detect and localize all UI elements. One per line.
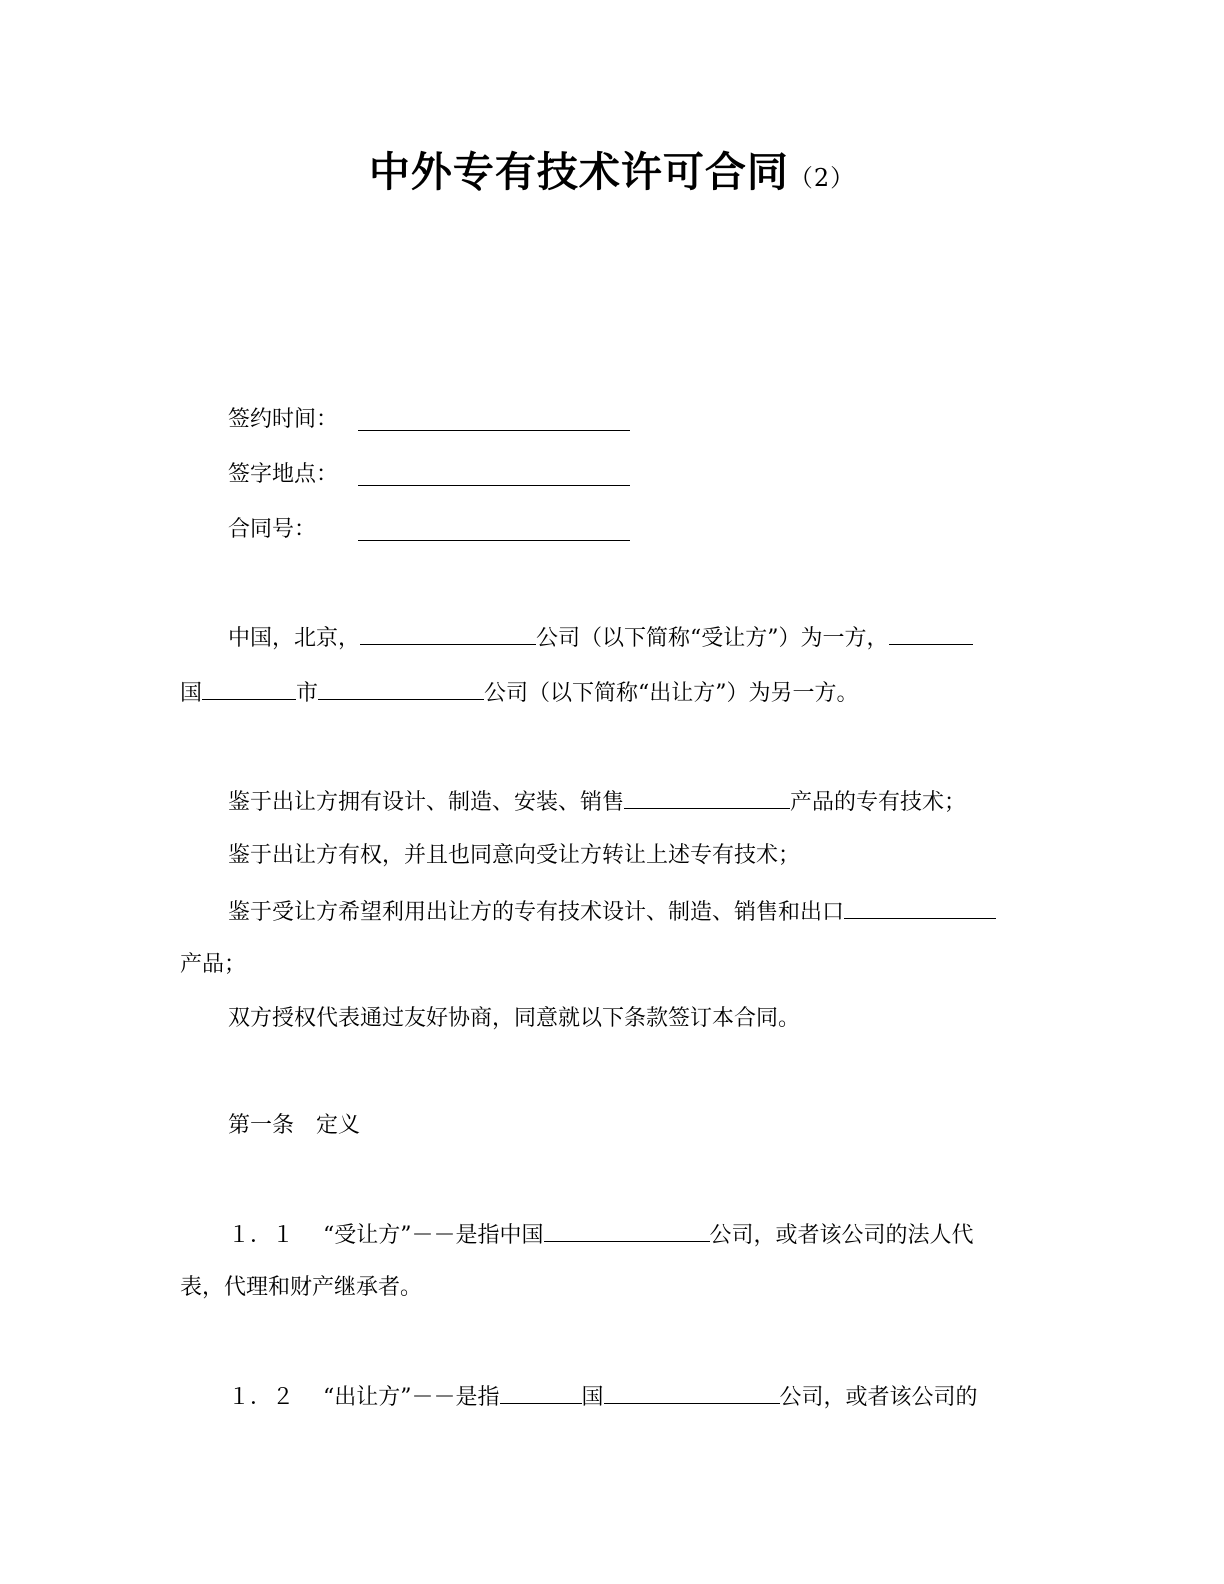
signing-place-label: 签字地点：	[228, 462, 339, 487]
contract-number-label: 合同号：	[228, 517, 317, 542]
signing-date-blank[interactable]	[358, 406, 630, 431]
clause-number: １．１	[228, 1223, 295, 1248]
recital-text: 鉴于受让方希望利用出让方的专有技术设计、制造、销售和出口	[228, 900, 845, 925]
recital-2: 鉴于出让方有权，并且也同意向受让方转让上述专有技术；	[228, 843, 801, 868]
clause-text: 公司，或者该公司的法人代	[709, 1223, 974, 1248]
licensee-company-blank[interactable]	[360, 622, 536, 645]
parties-text: 市	[296, 681, 319, 706]
clause-text: “出让方”－－是指	[323, 1385, 500, 1410]
parties-text: 中国，北京，	[228, 626, 361, 651]
licensor-country-blank[interactable]	[889, 622, 973, 645]
recital-3	[228, 896, 996, 928]
parties-line-1	[228, 622, 973, 654]
clause-1-1	[228, 1219, 974, 1251]
licensor-country-blank-2[interactable]	[202, 677, 296, 700]
recital-text: 鉴于出让方拥有设计、制造、安装、销售	[228, 790, 625, 815]
recital-3-cont: 产品；	[180, 952, 247, 977]
licensee-company-blank-2[interactable]	[544, 1219, 710, 1242]
export-product-blank[interactable]	[844, 896, 996, 919]
licensor-company-blank-2[interactable]	[604, 1381, 780, 1404]
clause-number: １．２	[228, 1385, 295, 1410]
document-title	[0, 142, 1224, 208]
licensor-country-blank-3[interactable]	[500, 1381, 582, 1404]
signing-date-label: 签约时间：	[228, 407, 339, 432]
product-blank[interactable]	[624, 786, 790, 809]
article-1-heading: 第一条 定义	[228, 1113, 361, 1138]
contract-number-blank[interactable]	[358, 516, 630, 541]
licensor-company-blank[interactable]	[318, 677, 484, 700]
title-text: 中外专有技术许可合同	[368, 148, 789, 196]
parties-line-2	[180, 677, 859, 709]
clause-text: “受让方”－－是指中国	[323, 1223, 544, 1248]
recital-text: 产品的专有技术；	[790, 790, 967, 815]
title-suffix: （2）	[788, 164, 856, 192]
parties-text: 公司（以下简称“受让方”）为一方，	[536, 626, 889, 651]
recital-1	[228, 786, 966, 818]
clause-text: 公司，或者该公司的	[779, 1385, 978, 1410]
parties-text: 国	[180, 681, 203, 706]
clause-1-2	[228, 1381, 978, 1413]
clause-text: 国	[581, 1385, 604, 1410]
signing-place-blank[interactable]	[358, 461, 630, 486]
clause-1-1-cont: 表，代理和财产继承者。	[180, 1275, 423, 1300]
recital-4: 双方授权代表通过友好协商，同意就以下条款签订本合同。	[228, 1006, 801, 1031]
parties-text: 公司（以下简称“出让方”）为另一方。	[484, 681, 859, 706]
